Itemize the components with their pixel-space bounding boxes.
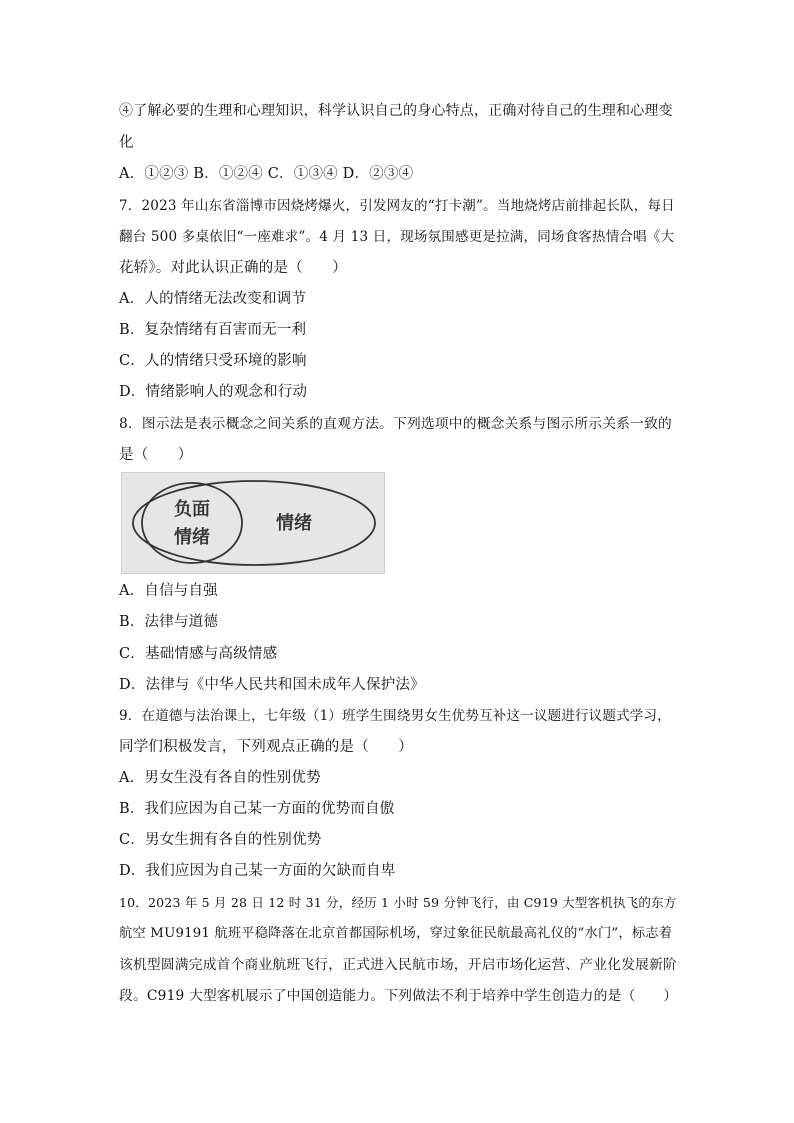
outer-ellipse [133,481,375,565]
q7-stem-line3: 花轿》。对此认识正确的是（ ） [119,260,347,276]
q6-options: A．①②③ B．①②④ C．①③④ D．②③④ [119,166,414,182]
q8-stem-line1: 8．图示法是表示概念之间关系的直观方法。下列选项中的概念关系与图示所示关系一致的 [119,416,673,432]
q8-stem-line2: 是（ ） [119,447,193,463]
q10-stem-line1: 10．2023 年 5 月 28 日 12 时 31 分，经历 1 小时 59 分钟飞行，由 C919 大型客机执飞的东方 [119,895,677,910]
q6-item4-line1: ④了解必要的生理和心理知识，科学认识自己的身心特点，正确对待自己的生理和心理变 [119,103,673,119]
q7-option-d: D．情绪影响人的观念和行动 [119,384,308,400]
inner-label-line2: 情绪 [174,527,210,548]
q7-stem-line2: 翻台 500 多桌依旧“一座难求”。4 月 13 日，现场氛围感更是拉满，同场食客热情合唱《大 [119,229,675,245]
q7-option-c: C．人的情绪只受环境的影响 [119,353,307,369]
q8-option-c: C．基础情感与高级情感 [119,646,278,662]
inner-ellipse [142,483,242,563]
q9-option-c: C．男女生拥有各自的性别优势 [119,832,322,848]
q8-option-d: D．法律与《中华人民共和国未成年人保护法》 [119,677,425,693]
inner-label-line1: 负面 [174,499,210,520]
q10-stem-line4: 段。C919 大型客机展示了中国创造能力。下列做法不利于培养中学生创造力的是（ ） [119,988,678,1004]
q8-venn-diagram [121,472,385,574]
q9-stem-line2: 同学们积极发言，下列观点正确的是（ ） [119,739,413,755]
q7-option-a: A．人的情绪无法改变和调节 [119,291,307,307]
q6-item4-line2: 化 [119,135,134,151]
q10-stem-line3: 该机型圆满完成首个商业航班飞行，正式进入民航市场，开启市场化运营、产业化发展新阶 [119,957,678,973]
q7-stem-line1: 7．2023 年山东省淄博市因烧烤爆火，引发网友的“打卡潮”。当地烧烤店前排起长队，每日 [119,198,675,214]
q7-option-b: B．复杂情绪有百害而无一利 [119,322,307,338]
outer-label: 情绪 [276,513,312,534]
q10-stem-line2: 航空 MU9191 航班平稳降落在北京首都国际机场，穿过象征民航最高礼仪的“水门”，标志着 [119,926,673,941]
q9-option-b: B．我们应因为自己某一方面的优势而自傲 [119,801,395,817]
q8-option-b: B．法律与道德 [119,614,219,630]
q9-stem-line1: 9．在道德与法治课上，七年级（1）班学生围绕男女生优势互补这一议题进行议题式学习， [119,708,671,724]
q8-option-a: A．自信与自强 [119,583,218,599]
q9-option-d: D．我们应因为自己某一方面的欠缺而自卑 [119,863,396,879]
q9-option-a: A．男女生没有各自的性别优势 [119,770,321,786]
